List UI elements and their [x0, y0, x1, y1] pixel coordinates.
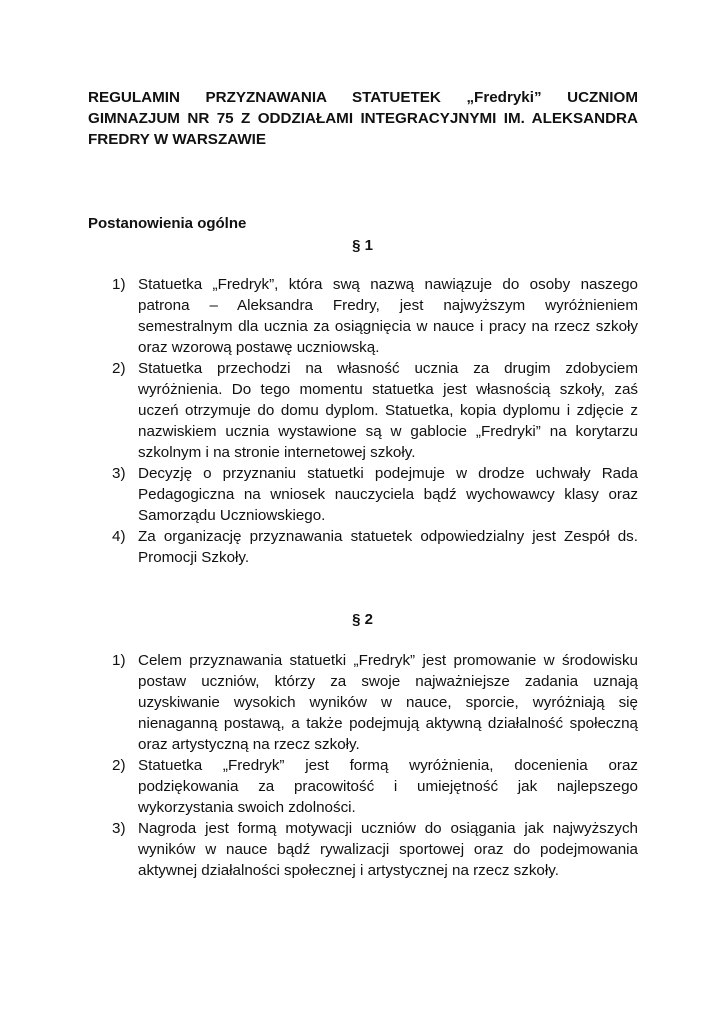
clause-number: 1)	[112, 276, 126, 293]
paragraph-mark-2: § 2	[352, 611, 373, 628]
clause-list-1	[0, 274, 725, 568]
list-item	[0, 818, 725, 881]
clause-number: 2)	[112, 360, 126, 377]
clause-text: Za organizację przyznawania statuetek odpowiedzialny jest Zespół ds. Promocji Szkoły.	[138, 528, 638, 566]
clause-number: 4)	[112, 528, 126, 545]
clause-text: Nagroda jest formą motywacji uczniów do osiągania jak najwyższych wyników w nauce bądź rywalizacji sportowej oraz do podejmowania aktywnej działalności społecznej i artystycznej na rzecz szkoły.	[138, 820, 638, 879]
clause-number: 3)	[112, 820, 126, 837]
section-heading: Postanowienia ogólne	[88, 215, 247, 232]
paragraph-mark-1: § 1	[352, 237, 373, 254]
clause-text: Statuetka „Fredryk” jest formą wyróżnienia, docenienia oraz podziękowania za pracowitość i umiejętność jak najlepszego wykorzystania swoich zdolności.	[138, 757, 638, 816]
clause-number: 2)	[112, 757, 126, 774]
list-item	[0, 358, 725, 463]
list-item	[0, 650, 725, 755]
clause-text: Decyzję o przyznaniu statuetki podejmuje w drodze uchwały Rada Pedagogiczna na wniosek nauczyciela bądź wychowawcy klasy oraz Samorządu Uczniowskiego.	[138, 465, 638, 524]
clause-text: Statuetka „Fredryk”, która swą nazwą nawiązuje do osoby naszego patrona – Aleksandra Fredry, jest najwyższym wyróżnieniem semestralnym dla ucznia za osiągnięcia w nauce i pracy na rzecz szkoły oraz wzorową postawę uczniowską.	[138, 276, 638, 356]
clause-text: Statuetka przechodzi na własność ucznia za drugim zdobyciem wyróżnienia. Do tego momentu statuetka jest własnością szkoły, zaś uczeń otrzymuje do domu dyplom. Statuetka, kopia dyplomu i zdjęcie z nazwiskiem ucznia wystawione są w gablocie „Fredryki” na korytarzu szkolnym i na stronie internetowej szkoły.	[138, 360, 638, 461]
clause-text: Celem przyznawania statuetki „Fredryk” jest promowanie w środowisku postaw uczniów, którzy za swoje najważniejsze zadania uznają uzyskiwanie wysokich wyników w nauce, sporcie, wyróżniają się nienaganną postawą, a także podejmują aktywną działalność społeczną oraz artystyczną na rzecz szkoły.	[138, 652, 638, 753]
list-item	[0, 463, 725, 526]
document-title: REGULAMIN PRZYZNAWANIA STATUETEK „Fredryki” UCZNIOM GIMNAZJUM NR 75 Z ODDZIAŁAMI INTEGRACYJNYMI IM. ALEKSANDRA FREDRY W WARSZAWIE	[88, 89, 638, 148]
list-item	[0, 755, 725, 818]
list-item	[0, 526, 725, 568]
list-item	[0, 274, 725, 358]
clause-number: 3)	[112, 465, 126, 482]
clause-list-2	[0, 650, 725, 881]
clause-number: 1)	[112, 652, 126, 669]
